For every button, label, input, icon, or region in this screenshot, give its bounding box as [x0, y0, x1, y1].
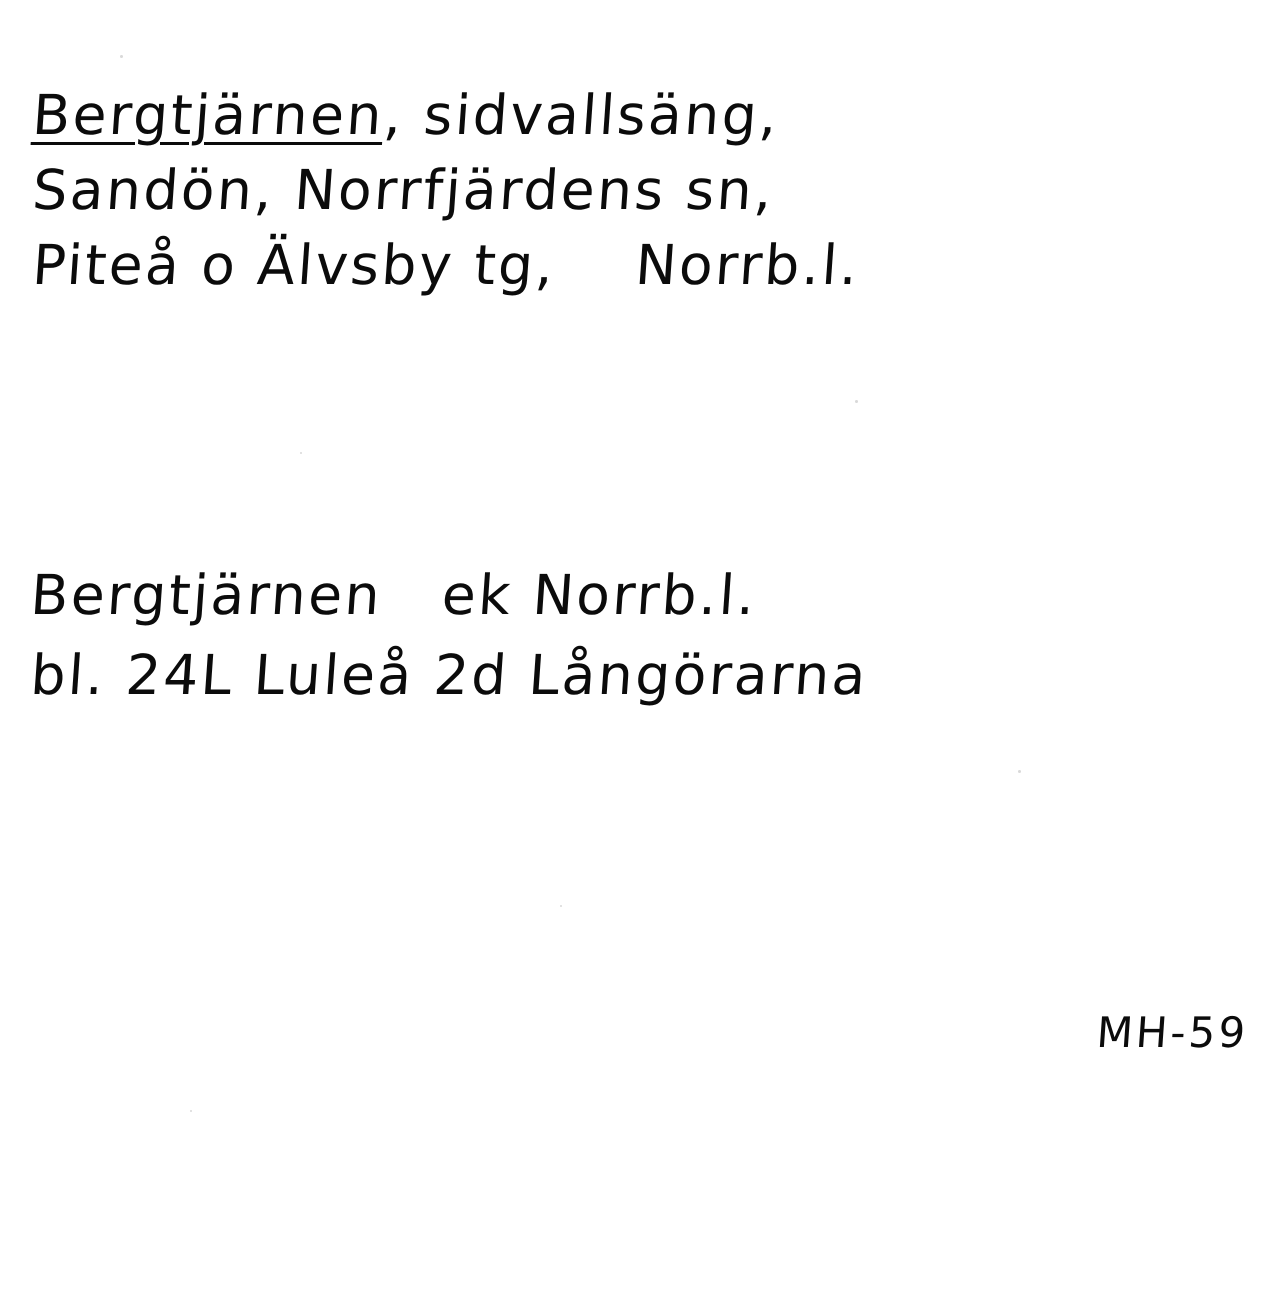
signature: MH-59 [1094, 1008, 1250, 1057]
reference-block [28, 555, 1268, 715]
paper-speck [855, 400, 858, 403]
paper-speck [300, 452, 302, 454]
reference-line-2: bl. 24L Luleå 2d Långörarna [28, 643, 871, 707]
main-entry-line-1-rest: , sidvallsäng, [381, 83, 782, 147]
main-entry-block [30, 78, 1260, 303]
main-entry-line-2: Sandön, Norrfjärdens sn, [30, 158, 777, 222]
main-entry-line-3: Piteå o Älvsby tg, Norrb.l. [30, 233, 863, 297]
paper-speck [1018, 770, 1021, 773]
paper-speck [120, 55, 123, 58]
paper-speck [560, 905, 562, 907]
main-entry-line-1 [30, 78, 1265, 153]
reference-line-1: Bergtjärnen ek Norrb.l. [28, 563, 760, 627]
paper-speck [190, 1110, 192, 1112]
headword: Bergtjärnen [30, 83, 387, 147]
